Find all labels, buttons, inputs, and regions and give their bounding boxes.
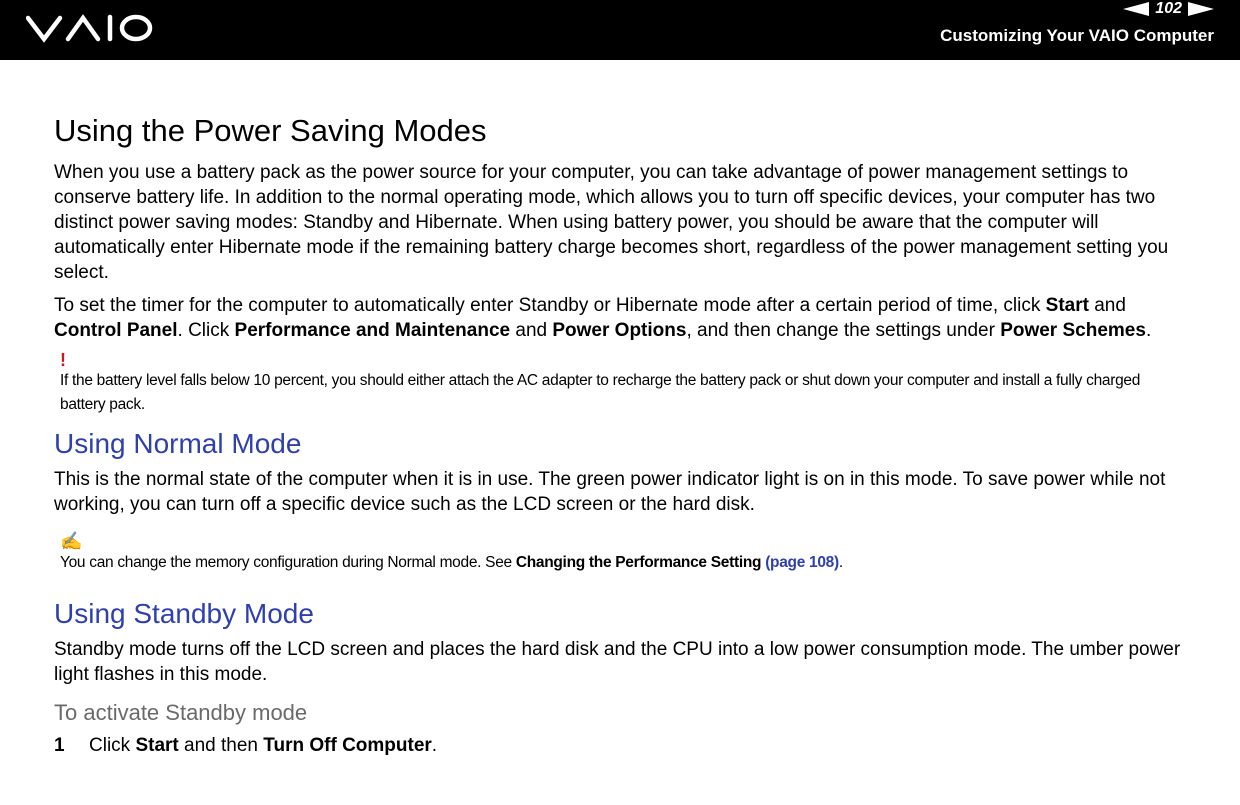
- warning-text: If the battery level falls below 10 percent, you should either attach the AC adapter to recharge the battery pack or shut down your computer and install a fully charged battery pack.: [60, 372, 1141, 413]
- tip-text: You can change the memory configuration during Normal mode. See Changing the Performance Setting (page 108).: [60, 554, 843, 571]
- warning-icon: !: [60, 350, 66, 370]
- tip-note: [60, 531, 1186, 575]
- timer-paragraph: To set the timer for the computer to automatically enter Standby or Hibernate mode after a certain period of time, click Start and Control Panel. Click Performance and Maintenance and Power Options, and then change the settings under Power Schemes.: [54, 295, 1152, 341]
- step-item: [54, 733, 1186, 758]
- next-page-icon[interactable]: [1188, 2, 1214, 16]
- pen-icon: ✍: [60, 531, 83, 551]
- section-title: Customizing Your VAIO Computer: [940, 26, 1214, 45]
- page-108-link[interactable]: (page 108): [765, 554, 839, 571]
- page-title: Using the Power Saving Modes: [54, 113, 487, 148]
- step-number: 1: [54, 735, 65, 756]
- previous-page-icon[interactable]: [1123, 2, 1149, 16]
- warning-note: [60, 351, 1186, 417]
- standby-mode-heading: Using Standby Mode: [54, 598, 314, 629]
- page-number: 102: [1155, 0, 1182, 17]
- normal-mode-heading: Using Normal Mode: [54, 428, 302, 459]
- vaio-logo: [26, 8, 156, 53]
- normal-mode-paragraph: This is the normal state of the computer when it is in use. The green power indicator light is on in this mode. To save power while not working, you can turn off a specific device such as the LCD screen or the hard disk.: [54, 469, 1166, 515]
- standby-mode-paragraph: Standby mode turns off the LCD screen and places the hard disk and the CPU into a low power consumption mode. The umber power light flashes in this mode.: [54, 639, 1181, 685]
- page-navigation: [1123, 0, 1214, 18]
- step-text: Click Start and then Turn Off Computer.: [89, 735, 438, 756]
- page-header: [0, 0, 1240, 60]
- standby-procedure-heading: To activate Standby mode: [54, 700, 308, 725]
- page-content: [54, 112, 1186, 758]
- intro-paragraph: When you use a battery pack as the power source for your computer, you can take advantage of power management settings to conserve battery life. In addition to the normal operating mode, which allows you to turn off specific devices, your computer has two distinct power saving modes: Standby and Hibernate. When using battery power, you should be aware that the computer will automatically enter Hibernate mode if the remaining battery charge becomes short, regardless of the power management setting you select.: [54, 162, 1169, 283]
